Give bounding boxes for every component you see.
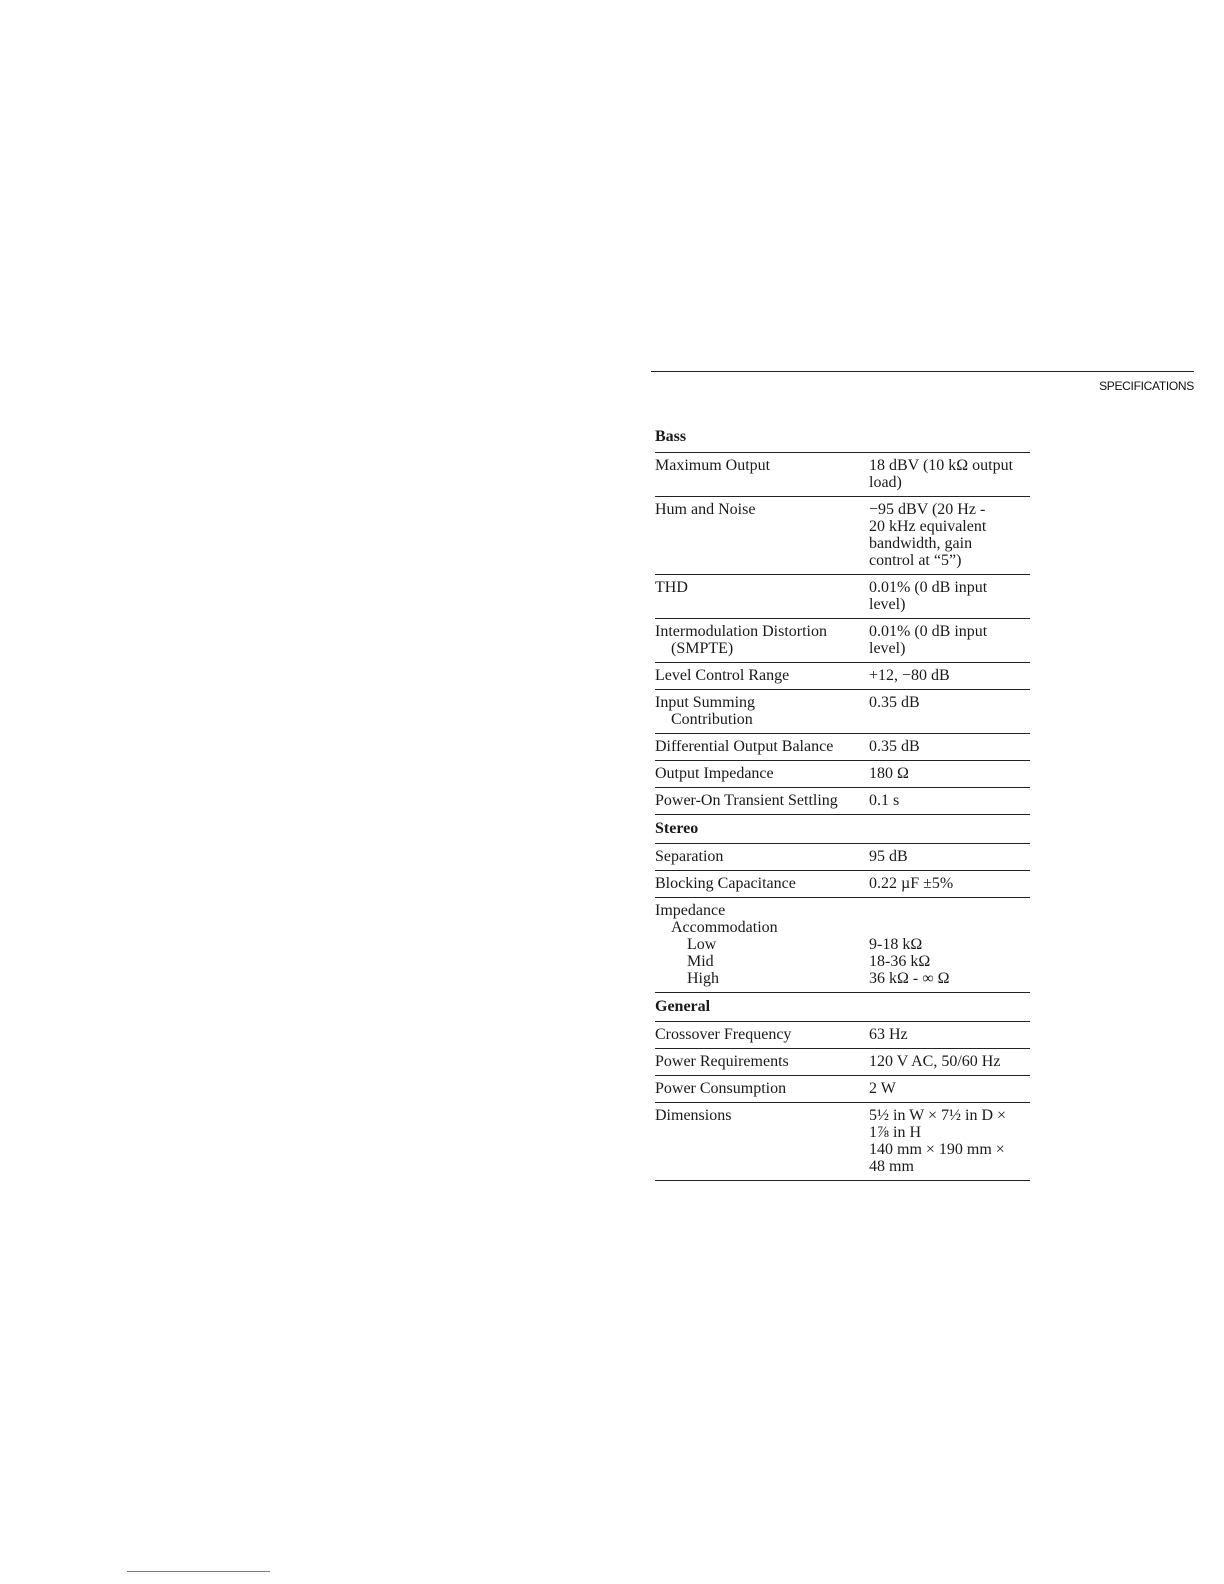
spec-value: 0.35 dB: [869, 738, 920, 755]
spec-row: [655, 1076, 1030, 1103]
spec-row: [655, 497, 1030, 575]
spec-row: [655, 663, 1030, 690]
spec-row: [655, 453, 1030, 497]
spec-value: −95 dBV (20 Hz - 20 kHz equivalent bandwidth, gain control at “5”): [869, 501, 987, 569]
bottom-link-rule: [127, 1571, 270, 1572]
spec-label: Hum and Noise: [655, 501, 756, 518]
specifications-table: [655, 422, 1030, 1181]
spec-value: 5½ in W × 7½ in D × 1⅞ in H 140 mm × 190 mm × 48 mm: [869, 1107, 1007, 1175]
spec-value: 0.22 µF ±5%: [869, 875, 954, 892]
section-title-stereo: Stereo: [655, 815, 1030, 844]
spec-row: [655, 734, 1030, 761]
spec-value: 180 Ω: [869, 765, 909, 782]
spec-value: 0.35 dB: [869, 694, 920, 711]
spec-label: Input Summing Contribution: [655, 694, 756, 728]
spec-value: 95 dB: [869, 848, 908, 865]
spec-row: [655, 761, 1030, 788]
spec-label: Level Control Range: [655, 667, 790, 684]
spec-row-impedance: [655, 898, 1030, 993]
spec-label: Output Impedance: [655, 765, 774, 782]
spec-value: 63 Hz: [869, 1026, 908, 1043]
spec-label: Separation: [655, 848, 724, 865]
spec-value: 2 W: [869, 1080, 896, 1097]
spec-row: [655, 1103, 1030, 1181]
spec-label: THD: [655, 579, 688, 596]
spec-row: [655, 788, 1030, 815]
spec-label: Blocking Capacitance: [655, 875, 796, 892]
spec-row: [655, 1022, 1030, 1049]
spec-label: Power Consumption: [655, 1080, 787, 1097]
spec-label: Intermodulation Distortion (SMPTE): [655, 623, 827, 657]
spec-row: [655, 690, 1030, 734]
running-head: SPECIFICATIONS: [1099, 379, 1194, 393]
spec-value: 0.1 s: [869, 792, 900, 809]
spec-value: 9-18 kΩ 18-36 kΩ 36 kΩ - ∞ Ω: [869, 936, 950, 987]
section-title-bass: Bass: [655, 422, 1030, 453]
spec-value: 0.01% (0 dB input level): [869, 579, 988, 613]
spec-label: Crossover Frequency: [655, 1026, 792, 1043]
spec-value: +12, −80 dB: [869, 667, 950, 684]
header-rule: [651, 371, 1194, 372]
spec-label: Impedance Accommodation Low Mid High: [655, 902, 778, 987]
spec-label: Differential Output Balance: [655, 738, 834, 755]
spec-row: [655, 1049, 1030, 1076]
spec-row: [655, 871, 1030, 898]
spec-row: [655, 844, 1030, 871]
spec-row: [655, 619, 1030, 663]
spec-value: 120 V AC, 50/60 Hz: [869, 1053, 1001, 1070]
spec-label: Power-On Transient Settling: [655, 792, 838, 809]
spec-row: [655, 575, 1030, 619]
section-title-general: General: [655, 993, 1030, 1022]
spec-label: Power Requirements: [655, 1053, 789, 1070]
spec-value: 18 dBV (10 kΩ output load): [869, 457, 1014, 491]
spec-label: Maximum Output: [655, 457, 771, 474]
spec-label: Dimensions: [655, 1107, 732, 1124]
spec-value: 0.01% (0 dB input level): [869, 623, 988, 657]
